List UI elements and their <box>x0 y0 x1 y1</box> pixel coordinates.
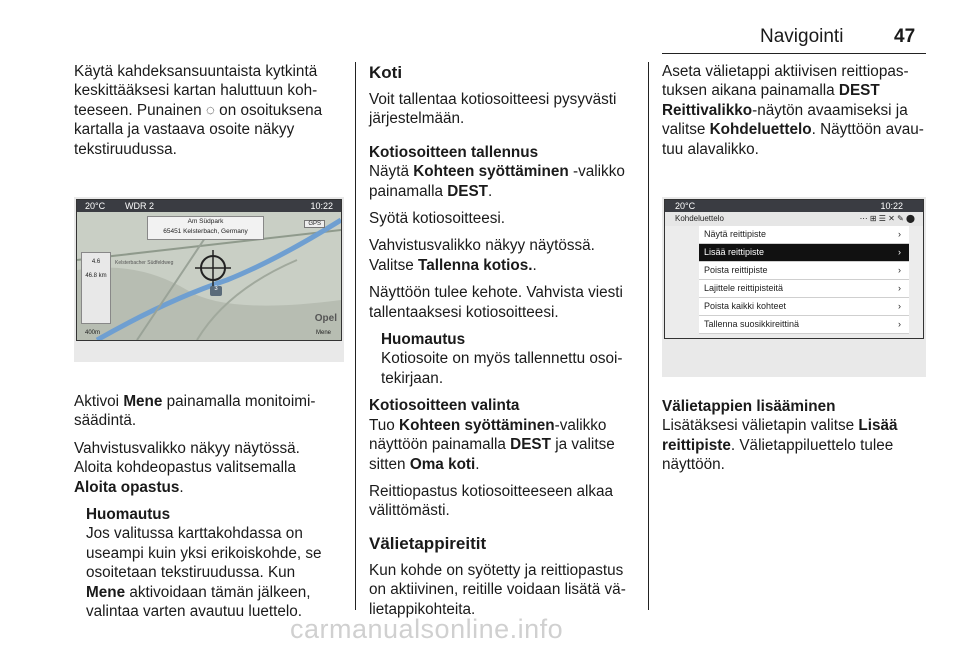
menu-item-label: Poista kaikki kohteet <box>704 301 787 311</box>
column-1-lower <box>74 392 344 621</box>
add-waypoint-text: Lisätäksesi välietapin valitse Lisää reittipiste. Välietappiluettelo tulee näyttöön. <box>662 417 898 474</box>
distance-value: 46.8 km <box>85 273 107 279</box>
circle-icon: ◌ <box>205 101 215 119</box>
temperature: 20°C <box>675 201 696 211</box>
column-2 <box>369 62 639 627</box>
map-screenshot <box>74 197 344 362</box>
page-number: 47 <box>894 26 916 47</box>
menu-item[interactable] <box>699 262 909 280</box>
menu-display <box>664 199 924 339</box>
menu-item-label: Poista reittipiste <box>704 265 768 275</box>
menu-item-label: Lisää reittipiste <box>704 247 765 257</box>
menu-title: Kohdeluettelo <box>675 214 724 223</box>
menu-softkey[interactable]: Mene <box>315 330 331 336</box>
menu-item[interactable] <box>699 244 909 262</box>
menu-screenshot <box>662 197 926 377</box>
select-step-1: Tuo Kohteen syöttäminen-valikko näyttöön painamalla DEST ja valitse sitten Oma koti. <box>369 416 615 473</box>
gps-badge: GPS <box>304 220 325 228</box>
menu-item-label: Tallenna suosikkireittinä <box>704 319 800 329</box>
menu-item[interactable] <box>699 316 909 334</box>
temperature: 20°C <box>85 201 106 211</box>
intro-paragraph: Käytä kahdeksansuuntaista kytkintä keskittääksesi kartan haluttuun koh- teeseen. Punainen ◌ on osoituksena kartalla ja vastaava osoite näkyy tekstiruudussa. <box>74 63 323 158</box>
note-block-2: Huomautus Kotiosoite on myös tallennettu osoi- tekirjaan. <box>381 331 623 387</box>
heading-koti: Koti <box>369 63 403 82</box>
waypoint-instructions: Aseta välietappi aktiivisen reittiopas- tuksen aikana painamalla DEST Reittivalikko-näytön avaamiseksi ja valitse Kohdeluettelo. Näyttöön avau- tuu alavalikko. <box>662 63 924 158</box>
distance-small: 4.6 <box>91 259 101 265</box>
distance-panel <box>81 252 111 324</box>
save-step-3: Vahvistusvalikko näkyy näytössä. Valitse Tallenna kotios.. <box>369 237 595 274</box>
save-step-1: Näytä Kohteen syöttäminen -valikko painamalla DEST. <box>369 163 625 200</box>
clock: 10:22 <box>310 201 333 211</box>
address-box: Am Südpark 65451 Kelsterbach, Germany <box>147 216 264 240</box>
column-3 <box>662 62 932 167</box>
column-3-lower <box>662 397 932 483</box>
radio-station: WDR 2 <box>125 201 154 211</box>
menu-status-bar <box>665 200 923 212</box>
section-title: Navigointi <box>760 26 844 47</box>
column-divider-2 <box>648 62 649 610</box>
scale-label: 400m <box>85 330 101 336</box>
save-step-2: Syötä kotiosoitteesi. <box>369 210 506 228</box>
menu-item-label: Lajittele reittipisteitä <box>704 283 784 293</box>
heading-waypoints: Välietappireitit <box>369 533 487 553</box>
column-1 <box>74 62 344 167</box>
clock: 10:22 <box>880 201 903 211</box>
subheading-select: Kotiosoitteen valinta <box>369 397 520 415</box>
chevron-right-icon: › <box>898 319 901 329</box>
chevron-right-icon: › <box>898 265 901 275</box>
subheading-save: Kotiosoitteen tallennus <box>369 143 539 161</box>
menu-item[interactable] <box>699 280 909 298</box>
road-label: Kelsterbacher Südfeldweg <box>115 260 174 266</box>
save-step-4: Näyttöön tulee kehote. Vahvista viesti tallentaaksesi kotiosoitteesi. <box>369 284 623 321</box>
column-divider-1 <box>355 62 356 610</box>
note-block: Huomautus Jos valitussa karttakohdassa on useampi kuin yksi erikoiskohde, se osoitetaan tekstiruudussa. Kun Mene aktivoidaan tämän jälkeen, valintaa varten avautuu luettelo. <box>86 506 322 621</box>
menu-item-label: Näytä reittipiste <box>704 229 767 239</box>
note-title: Huomautus <box>86 506 171 524</box>
activate-paragraph: Aktivoi Mene painamalla monitoimi- säädintä. <box>74 393 316 430</box>
menu-title-bar <box>665 212 923 226</box>
status-icons: ⋯ ⊞ ☰ ✕ ✎ ⬤ <box>859 214 915 223</box>
map-status-bar <box>77 200 341 212</box>
chevron-right-icon: › <box>898 229 901 239</box>
chevron-right-icon: › <box>898 283 901 293</box>
route-badge: 3 <box>210 286 222 296</box>
chevron-right-icon: › <box>898 247 901 257</box>
menu-item[interactable] <box>699 226 909 244</box>
header-rule <box>662 53 926 54</box>
waypoints-intro: Kun kohde on syötetty ja reittiopastus on aktiivinen, reitille voidaan lisätä vä- lietappikohteita. <box>369 561 626 618</box>
chevron-right-icon: › <box>898 301 901 311</box>
koti-intro: Voit tallentaa kotiosoitteesi pysyvästi järjestelmään. <box>369 91 617 128</box>
map-display <box>76 199 342 341</box>
subheading-add-waypoint: Välietappien lisääminen <box>662 398 836 415</box>
brand-logo: Opel <box>314 313 337 324</box>
confirm-paragraph: Vahvistusvalikko näkyy näytössä. Aloita kohdeopastus valitsemalla Aloita opastus. <box>74 439 300 496</box>
note-title: Huomautus <box>381 331 466 349</box>
menu-list <box>665 226 923 338</box>
select-step-2: Reittiopastus kotiosoitteeseen alkaa välittömästi. <box>369 482 614 520</box>
watermark: carmanualsonline.info <box>290 614 564 644</box>
menu-item[interactable] <box>699 298 909 316</box>
